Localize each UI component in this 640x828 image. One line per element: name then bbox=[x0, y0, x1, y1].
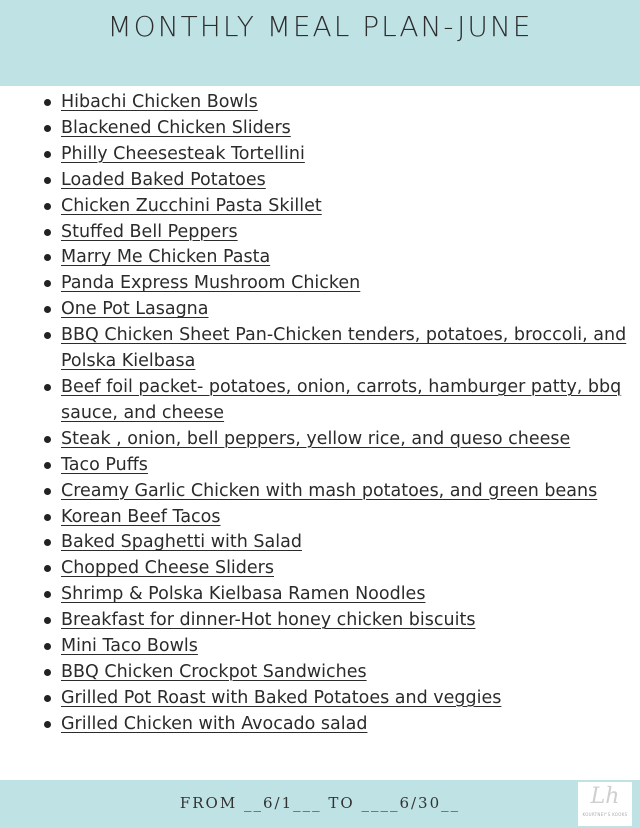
list-item bbox=[61, 245, 631, 271]
meal-link[interactable]: Taco Puffs bbox=[61, 454, 148, 475]
list-item bbox=[61, 660, 631, 686]
meal-link[interactable]: Grilled Chicken with Avocado salad bbox=[61, 713, 368, 734]
list-item bbox=[61, 427, 631, 453]
meal-link[interactable]: Baked Spaghetti with Salad bbox=[61, 532, 302, 553]
meal-link[interactable]: Breakfast for dinner-Hot honey chicken biscuits bbox=[61, 610, 476, 631]
meal-link[interactable]: Blackened Chicken Sliders bbox=[61, 117, 291, 138]
meal-link[interactable]: Creamy Garlic Chicken with mash potatoes, and green beans bbox=[61, 480, 598, 501]
list-item bbox=[61, 220, 631, 246]
list-item bbox=[61, 634, 631, 660]
list-item bbox=[61, 297, 631, 323]
date-range: FROM __6/1___ TO ____6/30__ bbox=[179, 794, 461, 812]
meal-link[interactable]: Mini Taco Bowls bbox=[61, 636, 198, 657]
meal-link[interactable]: Philly Cheesesteak Tortellini bbox=[61, 143, 305, 164]
list-item bbox=[61, 194, 631, 220]
meal-link[interactable]: Stuffed Bell Peppers bbox=[61, 221, 238, 242]
meal-list bbox=[40, 90, 631, 738]
meal-link[interactable]: Chicken Zucchini Pasta Skillet bbox=[61, 195, 322, 216]
list-item bbox=[61, 505, 631, 531]
meal-link[interactable]: BBQ Chicken Crockpot Sandwiches bbox=[61, 661, 367, 682]
logo-mark: Lh bbox=[590, 784, 620, 809]
list-item bbox=[61, 530, 631, 556]
meal-link[interactable]: Loaded Baked Potatoes bbox=[61, 169, 266, 190]
meal-link[interactable]: One Pot Lasagna bbox=[61, 299, 209, 320]
meal-link[interactable]: Hibachi Chicken Bowls bbox=[61, 92, 258, 112]
meal-link[interactable]: Steak , onion, bell peppers, yellow rice, and queso cheese bbox=[61, 428, 571, 449]
brand-logo bbox=[578, 782, 632, 826]
list-item bbox=[61, 479, 631, 505]
list-item bbox=[61, 271, 631, 297]
meal-link[interactable]: Shrimp & Polska Kielbasa Ramen Noodles bbox=[61, 584, 426, 605]
meal-link[interactable]: Marry Me Chicken Pasta bbox=[61, 247, 271, 268]
list-item bbox=[61, 90, 631, 116]
meal-link[interactable]: Grilled Pot Roast with Baked Potatoes and veggies bbox=[61, 687, 502, 708]
footer-banner bbox=[0, 780, 640, 828]
list-item bbox=[61, 608, 631, 634]
list-item bbox=[61, 323, 631, 375]
list-item bbox=[61, 686, 631, 712]
page-title: MONTHLY MEAL PLAN-JUNE bbox=[107, 10, 533, 43]
list-item bbox=[61, 168, 631, 194]
list-item bbox=[61, 712, 631, 738]
logo-text: KOURTNEY'S KOOKS bbox=[582, 812, 628, 817]
meal-link[interactable]: Chopped Cheese Sliders bbox=[61, 558, 274, 579]
list-item bbox=[61, 375, 631, 427]
meal-link[interactable]: Panda Express Mushroom Chicken bbox=[61, 273, 361, 294]
meal-link[interactable]: Korean Beef Tacos bbox=[61, 506, 221, 527]
meal-link[interactable]: BBQ Chicken Sheet Pan-Chicken tenders, potatoes, broccoli, and Polska Kielbasa bbox=[61, 325, 627, 372]
header-banner bbox=[0, 0, 640, 86]
list-item bbox=[61, 142, 631, 168]
list-item bbox=[61, 582, 631, 608]
meal-link[interactable]: Beef foil packet- potatoes, onion, carrots, hamburger patty, bbq sauce, and cheese bbox=[61, 376, 622, 423]
list-item bbox=[61, 556, 631, 582]
list-item bbox=[61, 453, 631, 479]
list-item bbox=[61, 116, 631, 142]
